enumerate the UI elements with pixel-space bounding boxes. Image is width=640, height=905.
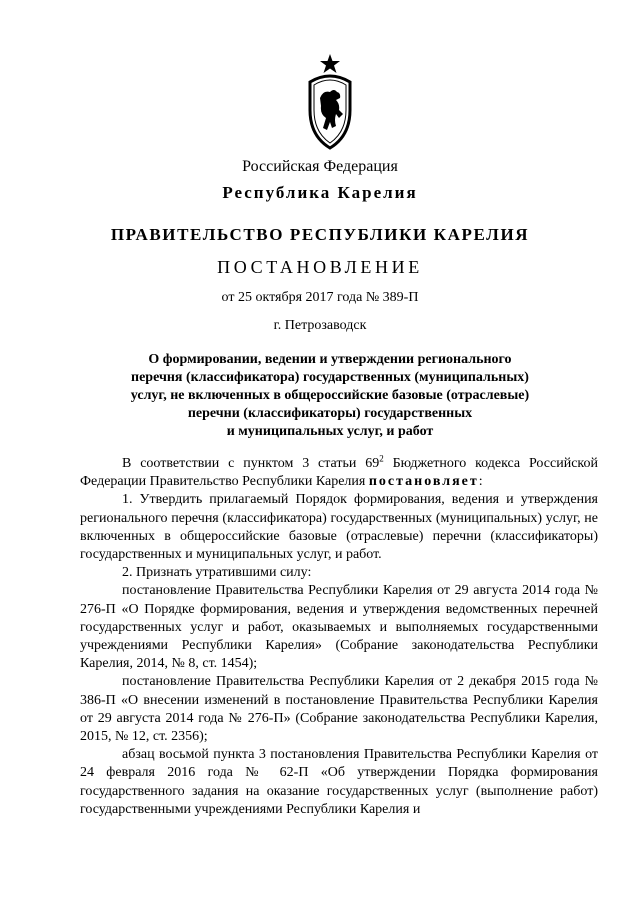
subject-line: услуг, не включенных в общероссийские базовые (отраслевые) [130,388,530,403]
subject-line: О формировании, ведении и утверждении регионального [148,352,512,367]
preamble-paragraph [80,455,598,491]
coat-of-arms-emblem [306,52,354,150]
subject-line: перечни (классификаторы) государственных [187,406,473,421]
country-name: Российская Федерация [242,158,398,175]
date-number: от 25 октября 2017 года № 389-П [221,290,419,305]
paragraph-3: постановление Правительства Республики Карелия от 29 августа 2014 года № 276-П «О Порядке формирования, ведения и утверждения ведомственных перечней государственных услуг и работ, оказываемых и выполняемых государственными учреждениями Республики Карелия» (Собрание законодательства Республики Карелия, 2014, № 8, ст. 1454); [80,583,598,672]
paragraph-2: 2. Признать утратившими силу: [122,565,312,581]
document-subject [60,351,600,441]
document-body [80,455,598,819]
government-title: ПРАВИТЕЛЬСТВО РЕСПУБЛИКИ КАРЕЛИЯ [110,225,530,244]
subject-line: и муниципальных услуг, и работ [226,424,434,439]
document-type: ПОСТАНОВЛЕНИЕ [217,257,423,277]
preamble-text: В соответствии с пунктом 3 статьи 69 [122,456,380,471]
resolution-verb: постановляет [368,474,479,490]
subject-line: перечня (классификатора) государственных (муниципальных) [131,370,529,385]
paragraph-1: 1. Утвердить прилагаемый Порядок формирования, ведения и утверждения регионального перечня (классификатора) государственных (муниципальных) услуг, не включенных в общероссийские базовые (отраслевые) перечни (классификаторы) государственных и муниципальных услуг, и работ. [80,492,598,563]
preamble-text: Бюджетного кодекса Российской Федерации Правительство Республики Карелия [80,456,598,490]
paragraph-4: постановление Правительства Республики Карелия от 2 декабря 2015 года № 386-П «О внесении изменений в постановление Правительства Республики Карелия от 29 августа 2014 года № 276-П» (Собрание законодательства Республики Карелия, 2015, № 12, ст. 2356); [80,674,598,745]
city: г. Петрозаводск [273,318,367,333]
superscript: 2 [379,453,384,464]
paragraph-5: абзац восьмой пункта 3 постановления Правительства Республики Карелия от 24 февраля 2016 года № 62-П «Об утверждении Порядка формирования государственного задания на оказание государственных услуг (выполнение работ) государственными учреждениями Республики Карелия и [80,747,598,817]
preamble-text: : [478,474,483,490]
republic-name: Республика Карелия [222,183,418,202]
